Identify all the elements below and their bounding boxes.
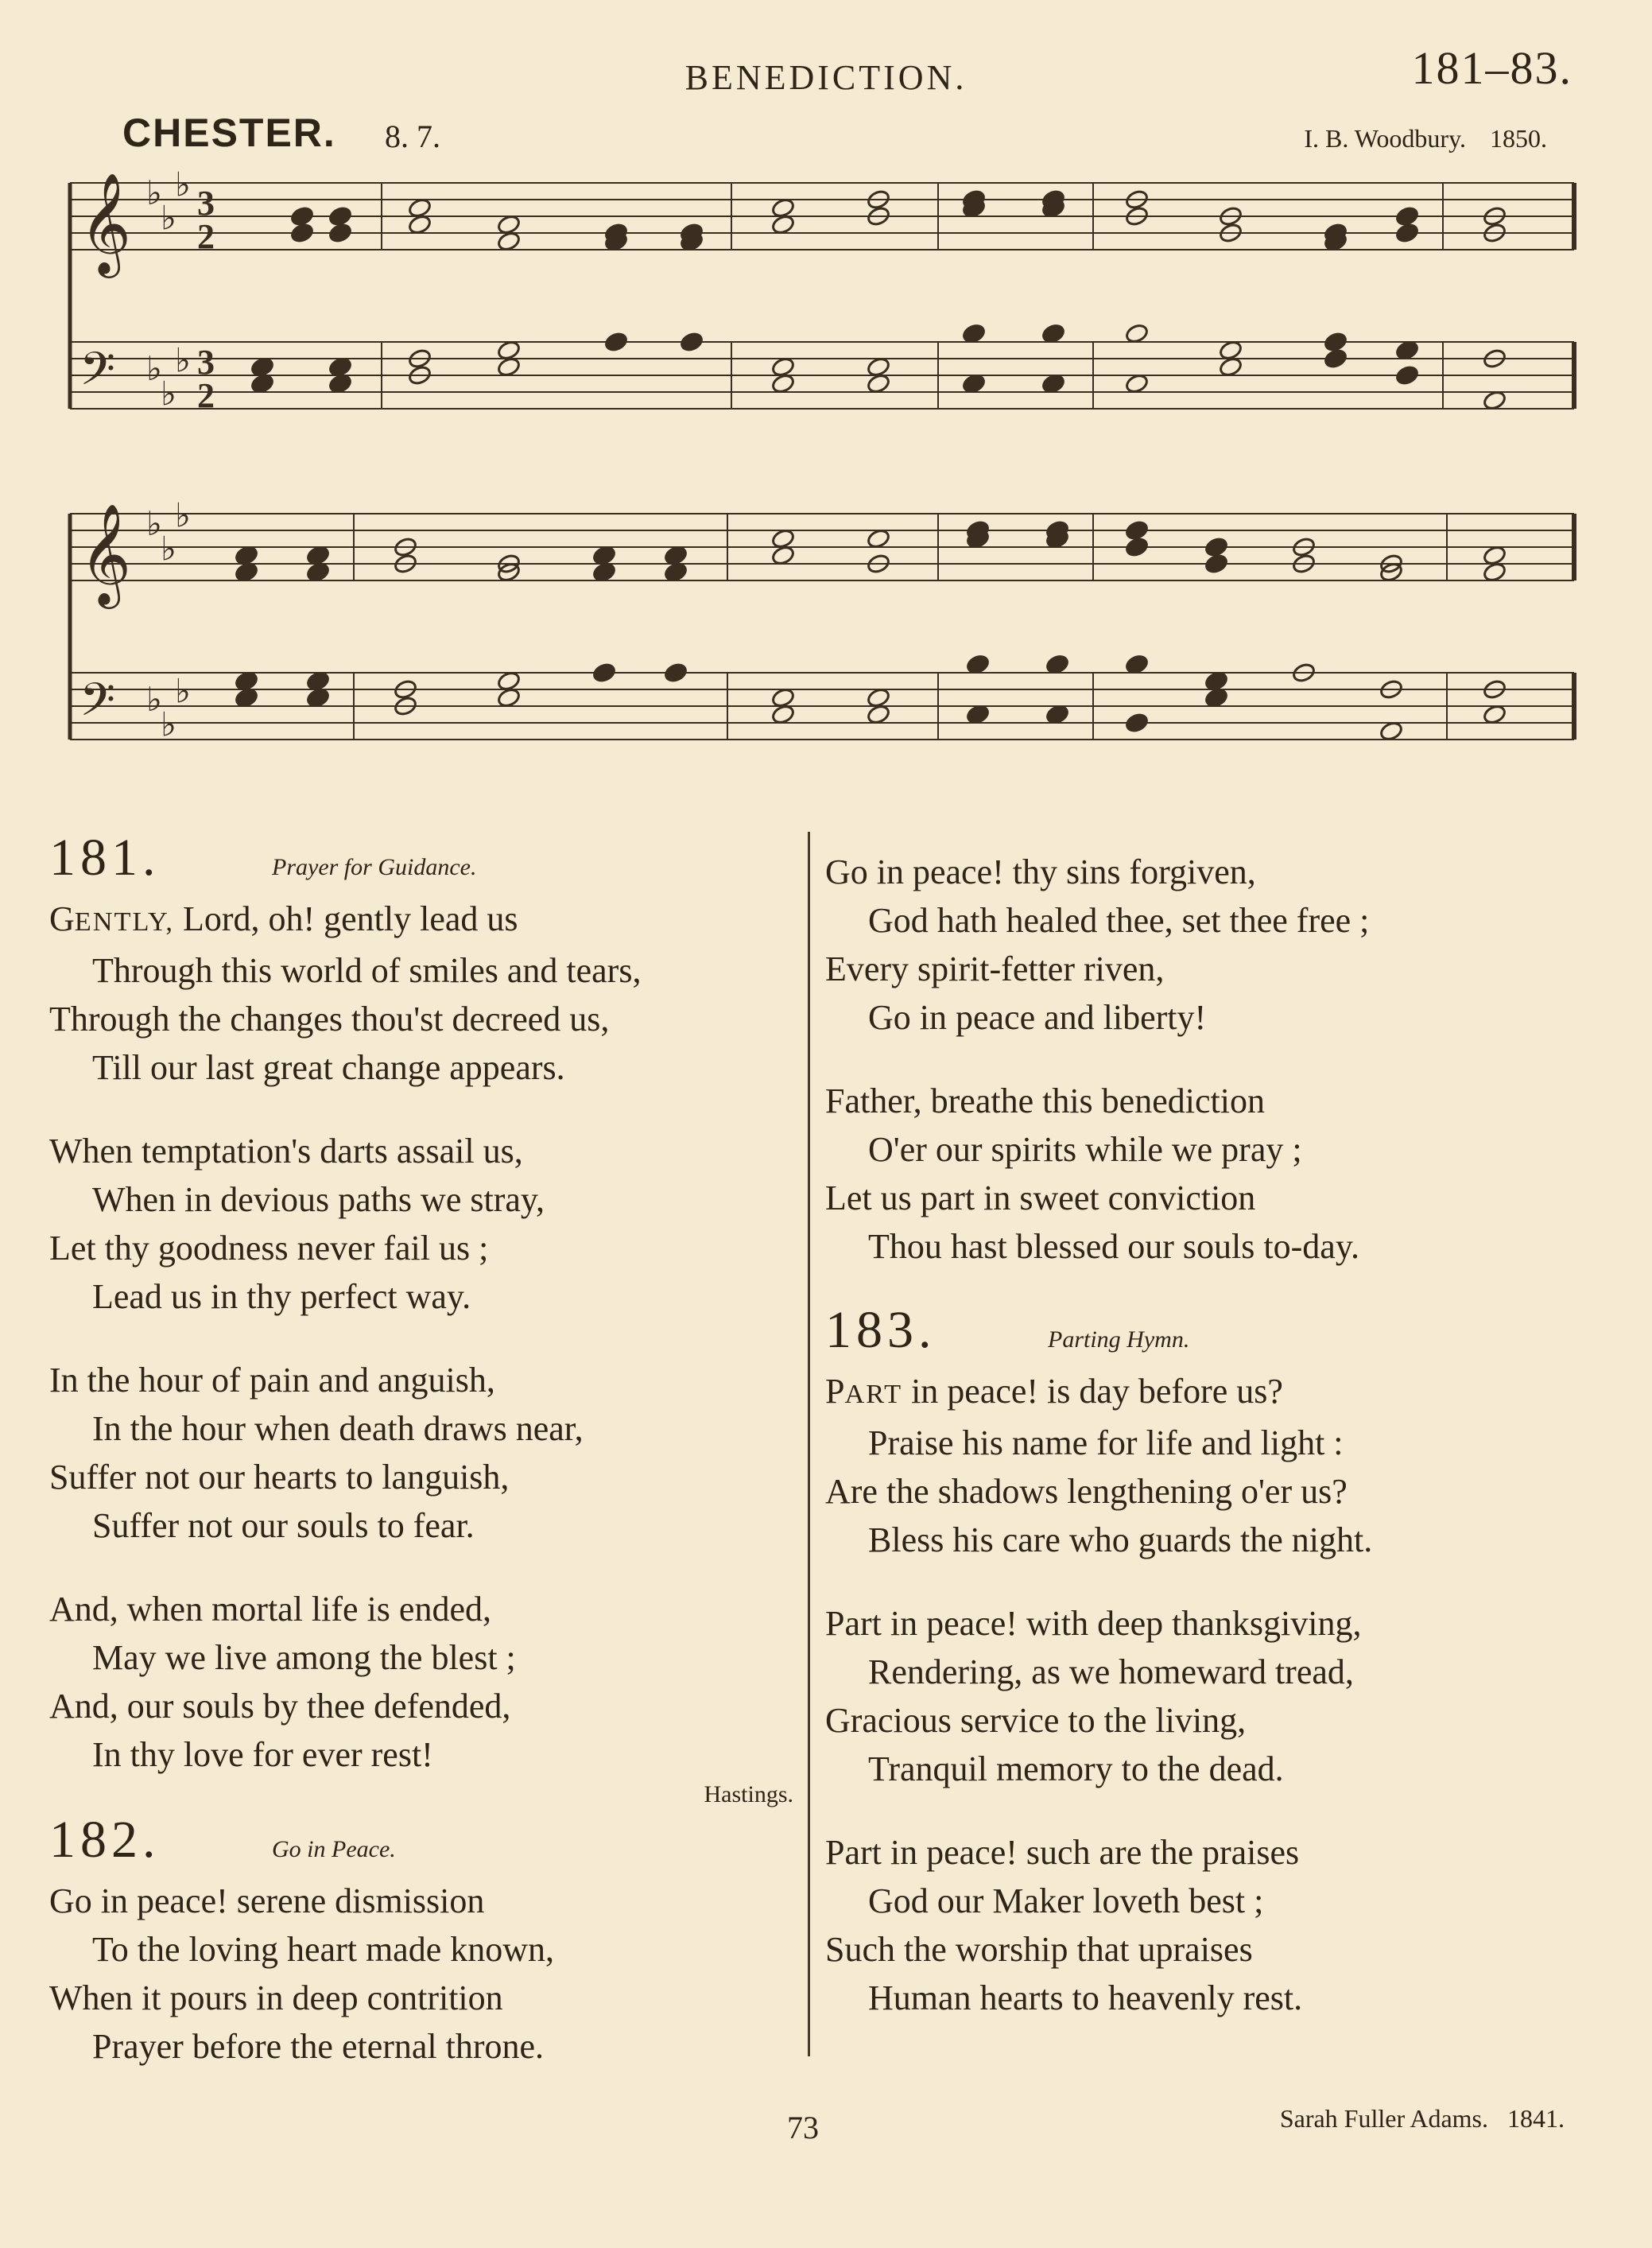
bass-clef-icon: 𝄢 (79, 673, 116, 738)
verse-line: To the loving heart made known, (92, 1930, 555, 1969)
stanza (49, 1127, 793, 1321)
flat-sign: ♭ (146, 349, 162, 388)
composer-year: 1850. (1490, 124, 1547, 153)
verse-line: Till our last great change appears. (92, 1048, 565, 1087)
quarter-note (1204, 553, 1228, 574)
quarter-note (1394, 205, 1419, 227)
quarter-note (328, 222, 352, 243)
staff-system-1 (70, 165, 1574, 416)
quarter-note (1394, 222, 1419, 243)
verse-line: Bless his care who guards the night. (868, 1520, 1373, 1559)
verse-line: Part in peace! such are the praises (825, 1833, 1300, 1872)
stanza (49, 1356, 793, 1550)
quarter-note (289, 205, 314, 227)
flat-sign: ♭ (175, 340, 191, 380)
hymn-author (1280, 2104, 1565, 2133)
verse-line: Go in peace and liberty! (868, 998, 1207, 1037)
meter: 8. 7. (385, 118, 440, 154)
verse-line: God hath healed thee, set thee free ; (868, 901, 1370, 940)
quarter-note (289, 222, 314, 243)
section-title: BENEDICTION. (684, 58, 968, 97)
verse-line: Are the shadows lengthening o'er us? (825, 1472, 1348, 1511)
stanza (825, 1599, 1588, 1793)
verse-line: In the hour of pain and anguish, (49, 1361, 495, 1400)
hymn-number: 181. (49, 829, 161, 887)
stanza (49, 1877, 793, 2071)
hymn-number: 183. (825, 1301, 937, 1359)
verse-line: Let us part in sweet conviction (825, 1178, 1256, 1217)
quarter-note (328, 205, 352, 227)
verse-line: When it pours in deep contrition (49, 1978, 503, 2017)
verse-line: Every spirit-fetter riven, (825, 949, 1165, 988)
quarter-note (591, 662, 616, 683)
verse-line: O'er our spirits while we pray ; (868, 1130, 1302, 1169)
flat-sign: ♭ (161, 198, 176, 238)
verse-line: When temptation's darts assail us, (49, 1132, 523, 1171)
verse-line: Gracious service to the living, (825, 1701, 1247, 1740)
quarter-note (1204, 536, 1228, 557)
flat-sign: ♭ (175, 165, 191, 204)
stanza (49, 895, 793, 1092)
hymn-number: 182. (49, 1811, 161, 1869)
stanza (825, 1828, 1588, 2022)
composer-credit (1304, 124, 1547, 153)
staff-system-2 (70, 496, 1574, 744)
verse-line: God our Maker loveth best ; (868, 1881, 1264, 1920)
verse-line: In thy love for ever rest! (92, 1735, 433, 1774)
quarter-note (1124, 712, 1149, 733)
page-number: 73 (787, 2110, 819, 2145)
author-year: 1841. (1507, 2104, 1565, 2133)
left-column (49, 829, 793, 2106)
verse-line: May we live among the blest ; (92, 1638, 516, 1677)
verse-line: Rendering, as we homeward tread, (868, 1652, 1354, 1691)
flat-sign: ♭ (146, 173, 162, 212)
flat-sign: ♭ (175, 495, 191, 535)
verse-line: In the hour when death draws near, (92, 1409, 584, 1448)
hymn-title: Go in Peace. (272, 1836, 396, 1862)
verse-line: Human hearts to heavenly rest. (868, 1978, 1303, 2017)
quarter-note (1124, 536, 1149, 557)
verse-line: GENTLY, Lord, oh! gently lead us (49, 899, 518, 938)
hymn-title: Prayer for Guidance. (272, 854, 477, 880)
verse-line: Go in peace! serene dismission (49, 1881, 485, 1920)
composer-name: I. B. Woodbury. (1304, 124, 1466, 153)
music-system-1 (0, 159, 1652, 469)
verse-line: Part in peace! with deep thanksgiving, (825, 1604, 1362, 1643)
column-divider (808, 832, 810, 2056)
verse-line: Lead us in thy perfect way. (92, 1277, 471, 1316)
time-signature: 2 (197, 217, 215, 256)
verse-line: And, our souls by thee defended, (49, 1687, 511, 1726)
verse-line: Such the worship that upraises (825, 1930, 1253, 1969)
flat-sign: ♭ (161, 529, 176, 569)
hymn-author: Hastings. (704, 1781, 793, 1807)
quarter-note (663, 662, 688, 683)
verse-line: Through the changes thou'st decreed us, (49, 1000, 610, 1039)
verse-line: Let thy goodness never fail us ; (49, 1229, 489, 1268)
bass-clef-icon: 𝄢 (79, 342, 116, 407)
tune-name: CHESTER. (122, 111, 336, 155)
quarter-note (1394, 364, 1419, 386)
time-signature: 2 (197, 376, 215, 415)
verse-line: Praise his name for life and light : (868, 1423, 1344, 1462)
verse-line: PART in peace! is day before us? (825, 1372, 1283, 1411)
treble-clef-icon: 𝄞 (79, 503, 132, 604)
treble-clef-icon: 𝄞 (79, 172, 132, 274)
verse-line: And, when mortal life is ended, (49, 1590, 491, 1629)
verse-line: Thou hast blessed our souls to-day. (868, 1227, 1359, 1266)
right-column (825, 848, 1588, 2022)
verse-line: Suffer not our souls to fear. (92, 1506, 475, 1545)
quarter-note (603, 331, 628, 352)
flat-sign: ♭ (146, 504, 162, 543)
quarter-note (1323, 331, 1348, 352)
hymn-title: Parting Hymn. (1048, 1326, 1190, 1353)
verse-line: Through this world of smiles and tears, (92, 951, 642, 990)
quarter-note (679, 331, 704, 352)
stanza (49, 1585, 793, 1779)
flat-sign: ♭ (175, 671, 191, 711)
hymn-181 (49, 829, 793, 1811)
hymn-range: 181–83. (1411, 42, 1573, 94)
verse-line: Go in peace! thy sins forgiven, (825, 852, 1256, 891)
hymn-182-continued (825, 848, 1588, 1271)
quarter-note (1323, 347, 1348, 369)
hymn-182 (49, 1811, 793, 2071)
verse-line: Suffer not our hearts to languish, (49, 1458, 510, 1497)
time-signature: 3 (197, 184, 215, 223)
quarter-note (1124, 519, 1149, 541)
flat-sign: ♭ (146, 680, 162, 719)
verse-line: When in devious paths we stray, (92, 1180, 545, 1219)
stanza (825, 848, 1588, 1042)
author-name: Sarah Fuller Adams. (1279, 2104, 1488, 2133)
verse-line: Tranquil memory to the dead. (868, 1749, 1284, 1788)
stanza (825, 1077, 1588, 1271)
hymn-183 (825, 1301, 1588, 2022)
flat-sign: ♭ (161, 705, 176, 744)
verse-line: Father, breathe this benediction (825, 1081, 1265, 1120)
verse-line: Prayer before the eternal throne. (92, 2027, 545, 2066)
flat-sign: ♭ (161, 374, 176, 413)
music-system-2 (0, 490, 1652, 816)
stanza (825, 1367, 1588, 1564)
time-signature: 3 (197, 343, 215, 382)
